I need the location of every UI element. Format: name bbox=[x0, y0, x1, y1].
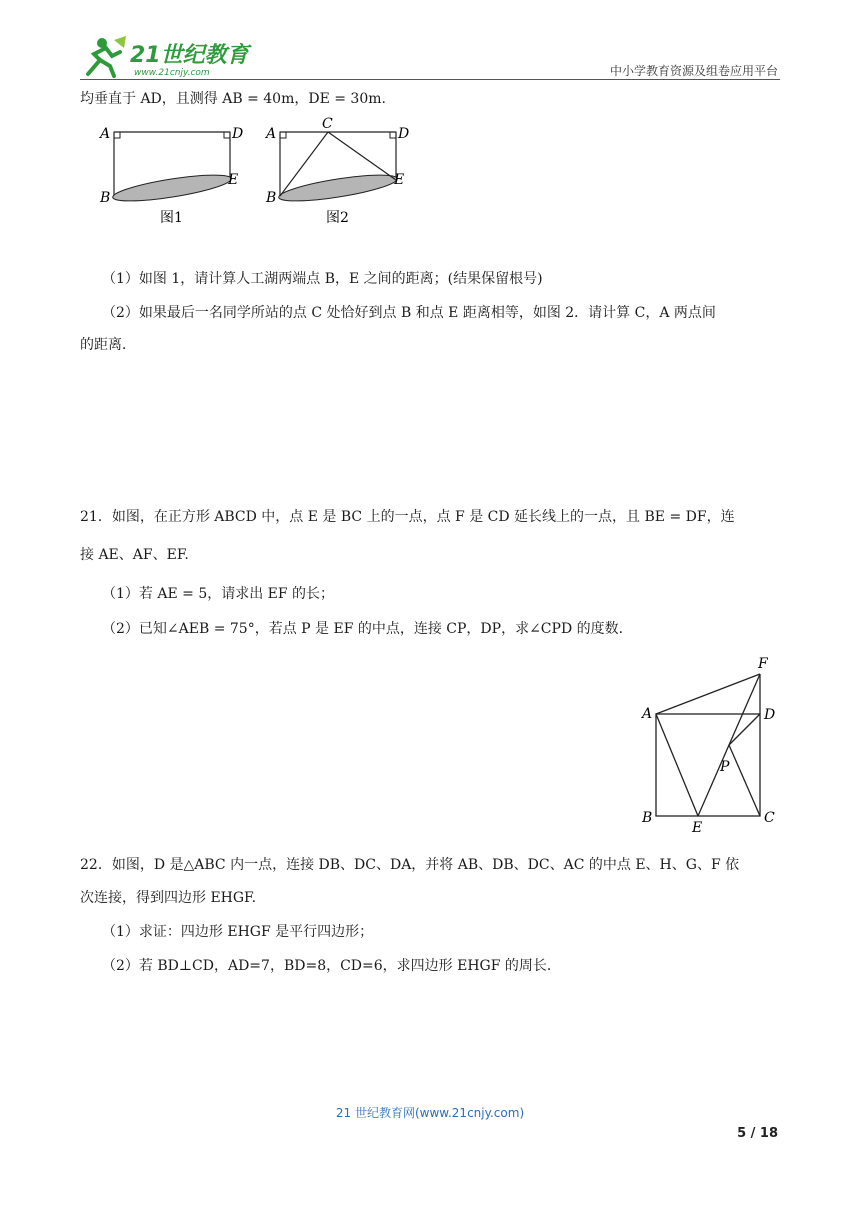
q21-line1: 21．如图，在正方形 ABCD 中，点 E 是 BC 上的一点，点 F 是 CD 延长线上的一点，且 BE = DF，连 bbox=[80, 509, 735, 525]
q22-line2: 次连接，得到四边形 EHGF. bbox=[80, 890, 257, 906]
q21-label-b: B bbox=[642, 810, 653, 826]
logo-url: www.21cnjy.com bbox=[134, 68, 210, 78]
q21-label-d: D bbox=[764, 707, 776, 723]
q21-label-e: E bbox=[692, 820, 703, 836]
fig2-label-b: B bbox=[266, 190, 277, 206]
site-logo bbox=[80, 34, 260, 78]
fig1-label-b: B bbox=[100, 190, 111, 206]
fig2-caption: 图2 bbox=[326, 210, 349, 226]
q21-line2: 接 AE、AF、EF. bbox=[80, 547, 189, 563]
q22-part2: （2）若 BD⊥CD，AD=7，BD=8，CD=6，求四边形 EHGF 的周长． bbox=[102, 958, 561, 974]
q21-label-c: C bbox=[764, 810, 775, 826]
q20-figure-1 bbox=[98, 120, 258, 230]
q21-figure bbox=[636, 652, 786, 838]
q22-line1: 22．如图，D 是△ABC 内一点，连接 DB、DC、DA，并将 AB、DB、DC、AC 的中点 E、H、G、F 依 bbox=[80, 857, 740, 873]
header-divider bbox=[80, 79, 780, 80]
fig1-label-e: E bbox=[228, 172, 239, 188]
fig2-label-e: E bbox=[394, 172, 405, 188]
fig2-label-d: D bbox=[398, 126, 410, 142]
q20-line0: 均垂直于 AD，且测得 AB = 40m，DE = 30m. bbox=[80, 91, 386, 107]
q20-figure-2 bbox=[264, 116, 424, 230]
q20-part2-line1: （2）如果最后一名同学所站的点 C 处恰好到点 B 和点 E 距离相等，如图 2．请计算 C，A 两点间 bbox=[102, 305, 716, 321]
q21-part2: （2）已知∠AEB = 75°，若点 P 是 EF 的中点，连接 CP，DP，求∠CPD 的度数． bbox=[102, 621, 633, 637]
header-platform-text: 中小学教育资源及组卷应用平台 bbox=[609, 64, 778, 78]
footer-site-link[interactable]: 21 世纪教育网(www.21cnjy.com) bbox=[335, 1106, 525, 1120]
fig1-caption: 图1 bbox=[160, 210, 183, 226]
q21-label-p: P bbox=[720, 759, 730, 775]
logo-title: 21世纪教育 bbox=[130, 43, 249, 68]
q20-part1: （1）如图 1，请计算人工湖两端点 B，E 之间的距离；(结果保留根号) bbox=[102, 271, 543, 287]
fig2-label-a: A bbox=[266, 126, 277, 142]
q21-part1: （1）若 AE = 5，请求出 EF 的长； bbox=[102, 586, 335, 602]
fig1-label-d: D bbox=[232, 126, 244, 142]
q22-part1: （1）求证：四边形 EHGF 是平行四边形； bbox=[102, 924, 374, 940]
q21-label-a: A bbox=[642, 706, 653, 722]
q20-part2-line2: 的距离． bbox=[80, 337, 136, 353]
fig2-label-c: C bbox=[322, 116, 333, 132]
runner-icon bbox=[88, 36, 126, 76]
q21-label-f: F bbox=[758, 656, 768, 672]
fig1-label-a: A bbox=[100, 126, 111, 142]
page-number: 5 / 18 bbox=[737, 1126, 778, 1141]
